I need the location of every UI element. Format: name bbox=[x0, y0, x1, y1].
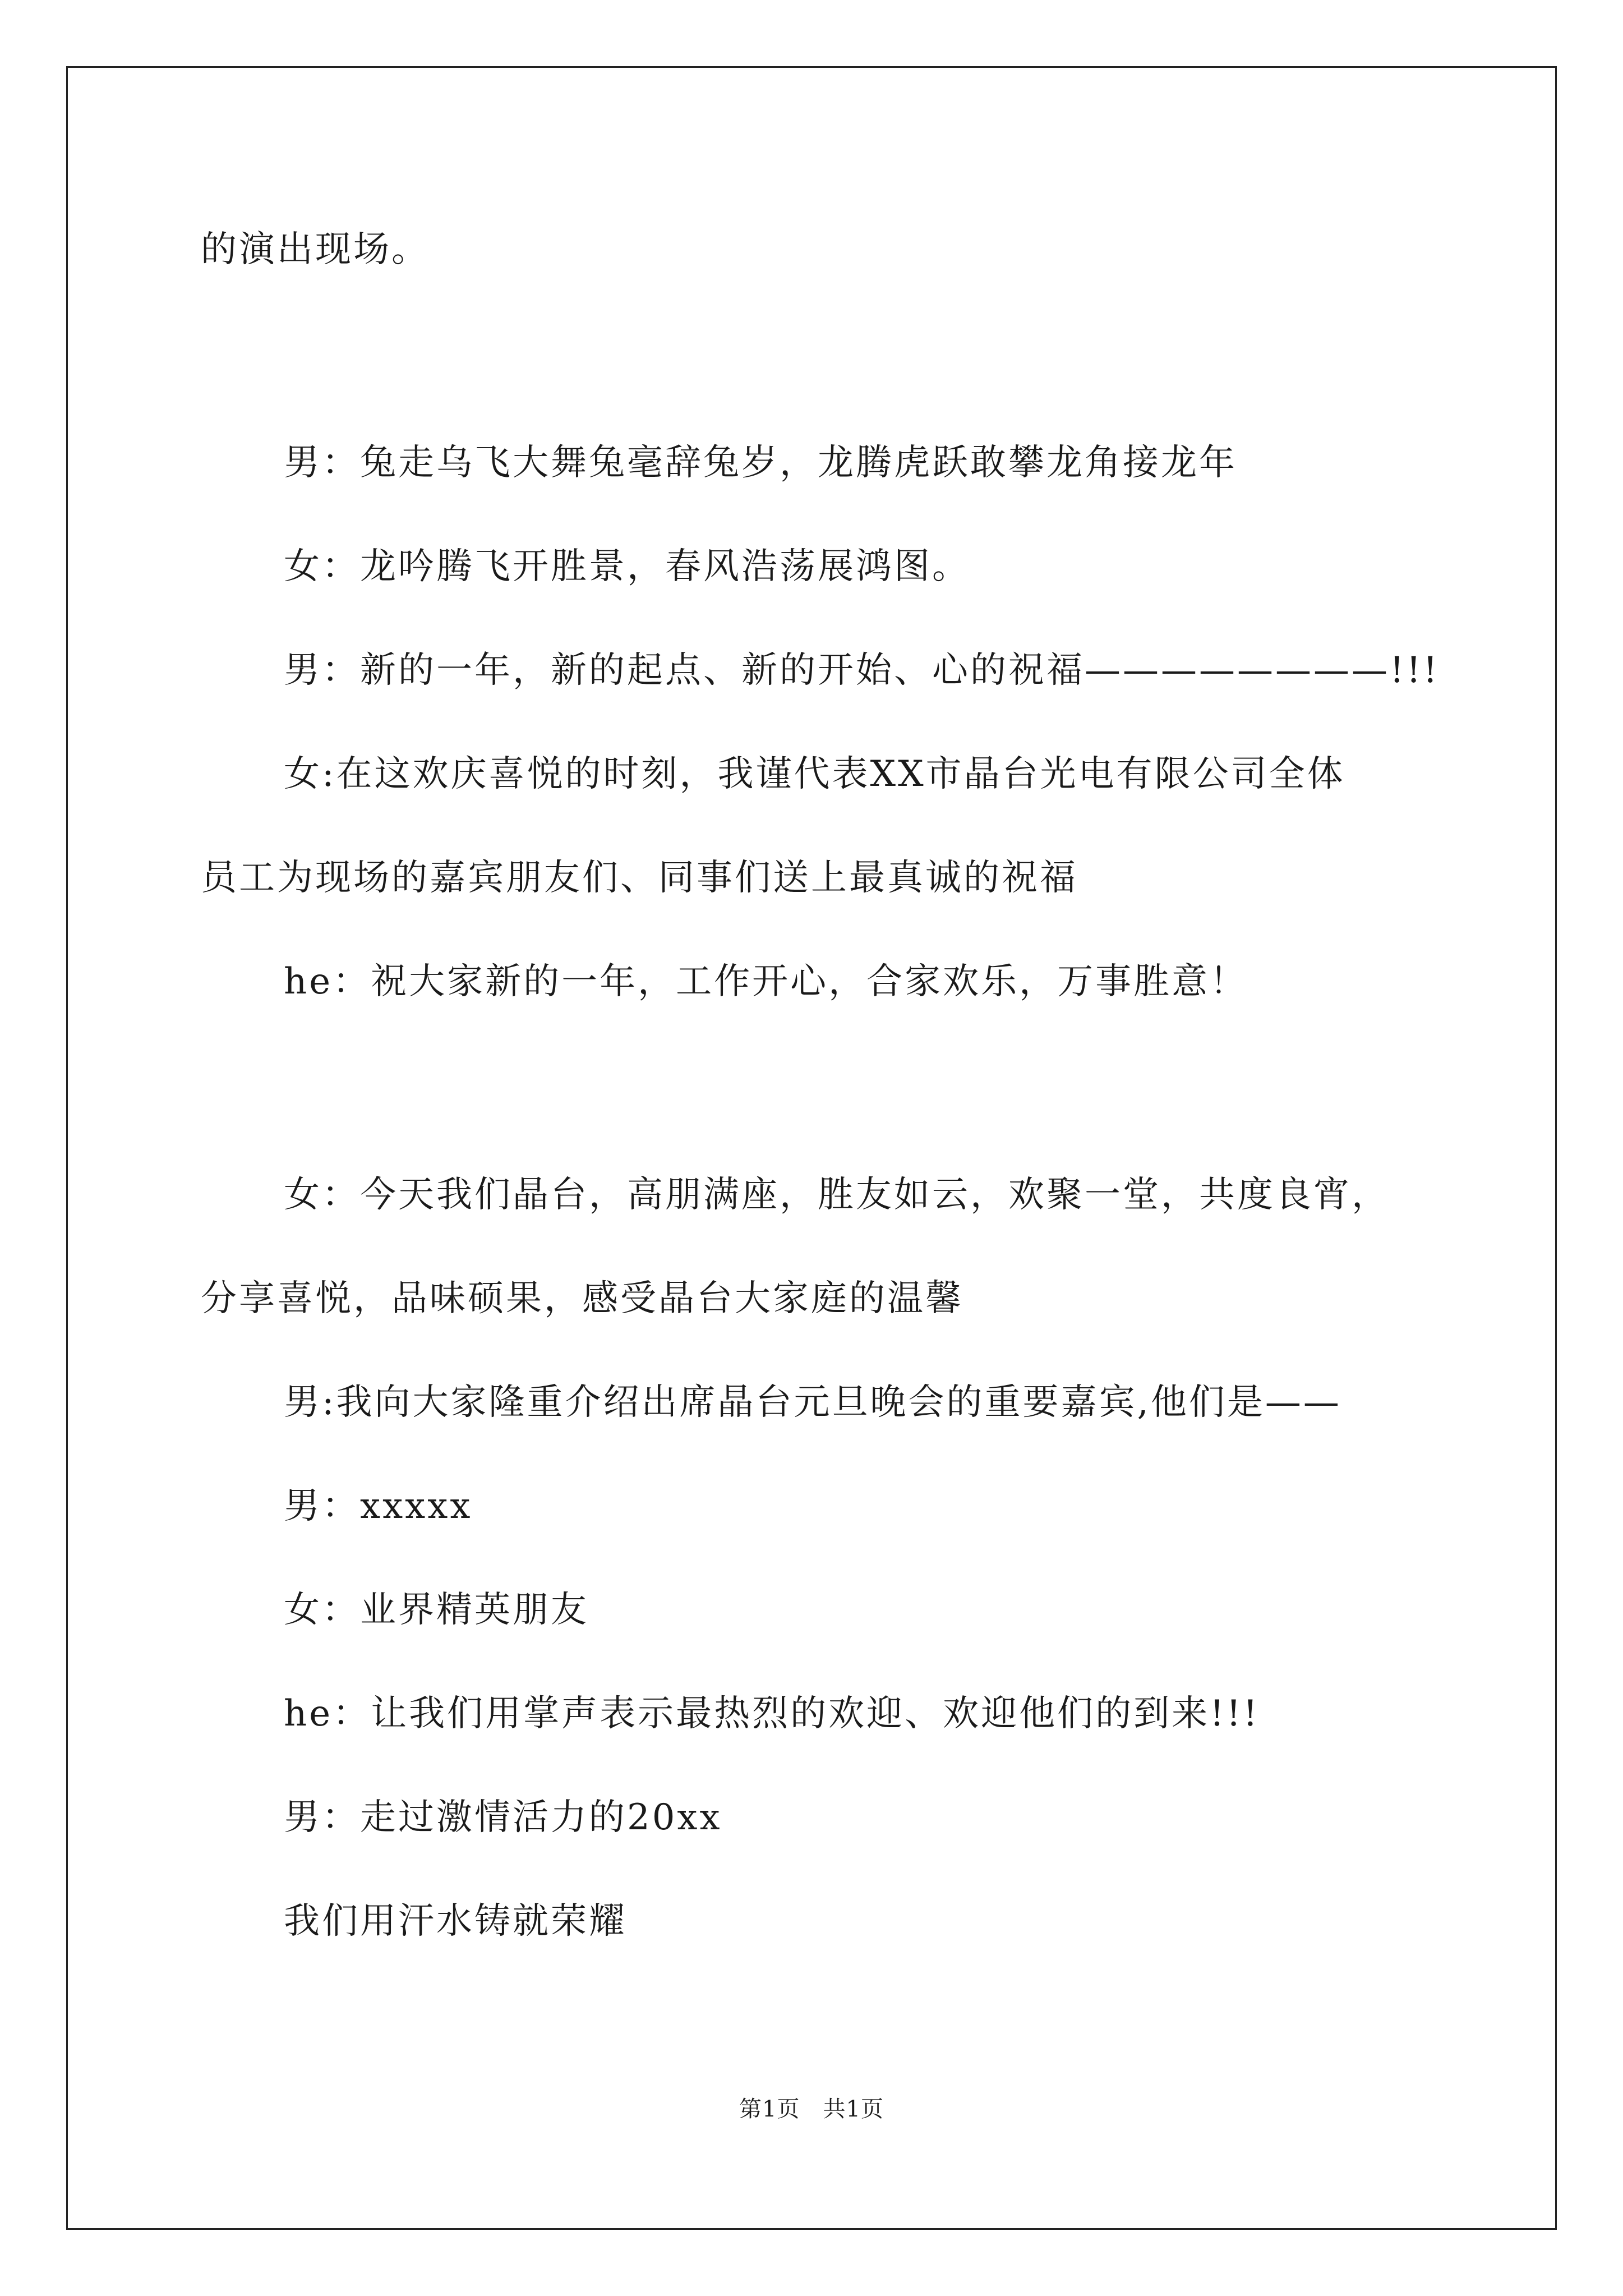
paragraph-line: 男:我向大家隆重介绍出席晶台元旦晚会的重要嘉宾,他们是—— bbox=[284, 1382, 1341, 1423]
paragraph-line: 分享喜悦，品味硕果，感受晶台大家庭的温馨 bbox=[201, 1278, 963, 1319]
paragraph-line: 男：新的一年，新的起点、新的开始、心的祝福————————!!! bbox=[284, 650, 1440, 691]
paragraph-line: he：让我们用掌声表示最热烈的欢迎、欢迎他们的到来!!! bbox=[284, 1693, 1260, 1734]
paragraph-line: 男：走过激情活力的20xx bbox=[284, 1797, 722, 1838]
paragraph-line: 男：兔走乌飞大舞兔毫辞兔岁，龙腾虎跃敢攀龙角接龙年 bbox=[284, 442, 1237, 484]
paragraph-line: 的演出现场。 bbox=[201, 229, 430, 270]
paragraph-line: he：祝大家新的一年，工作开心，合家欢乐，万事胜意！ bbox=[284, 961, 1248, 1002]
page-number-footer: 第1页 共1页 bbox=[739, 2096, 884, 2122]
paragraph-line: 女：龙吟腾飞开胜景，春风浩荡展鸿图。 bbox=[284, 546, 970, 587]
paragraph-line: 女:在这欢庆喜悦的时刻，我谨代表XX市晶台光电有限公司全体 bbox=[284, 753, 1345, 795]
paragraph-line: 员工为现场的嘉宾朋友们、同事们送上最真诚的祝福 bbox=[201, 857, 1078, 899]
paragraph-line: 女：业界精英朋友 bbox=[284, 1589, 589, 1631]
paragraph-line: 我们用汗水铸就荣耀 bbox=[284, 1901, 627, 1942]
paragraph-line: 男：xxxxx bbox=[284, 1485, 473, 1527]
paragraph-line: 女：今天我们晶台，高朋满座，胜友如云，欢聚一堂，共度良宵， bbox=[284, 1174, 1390, 1216]
